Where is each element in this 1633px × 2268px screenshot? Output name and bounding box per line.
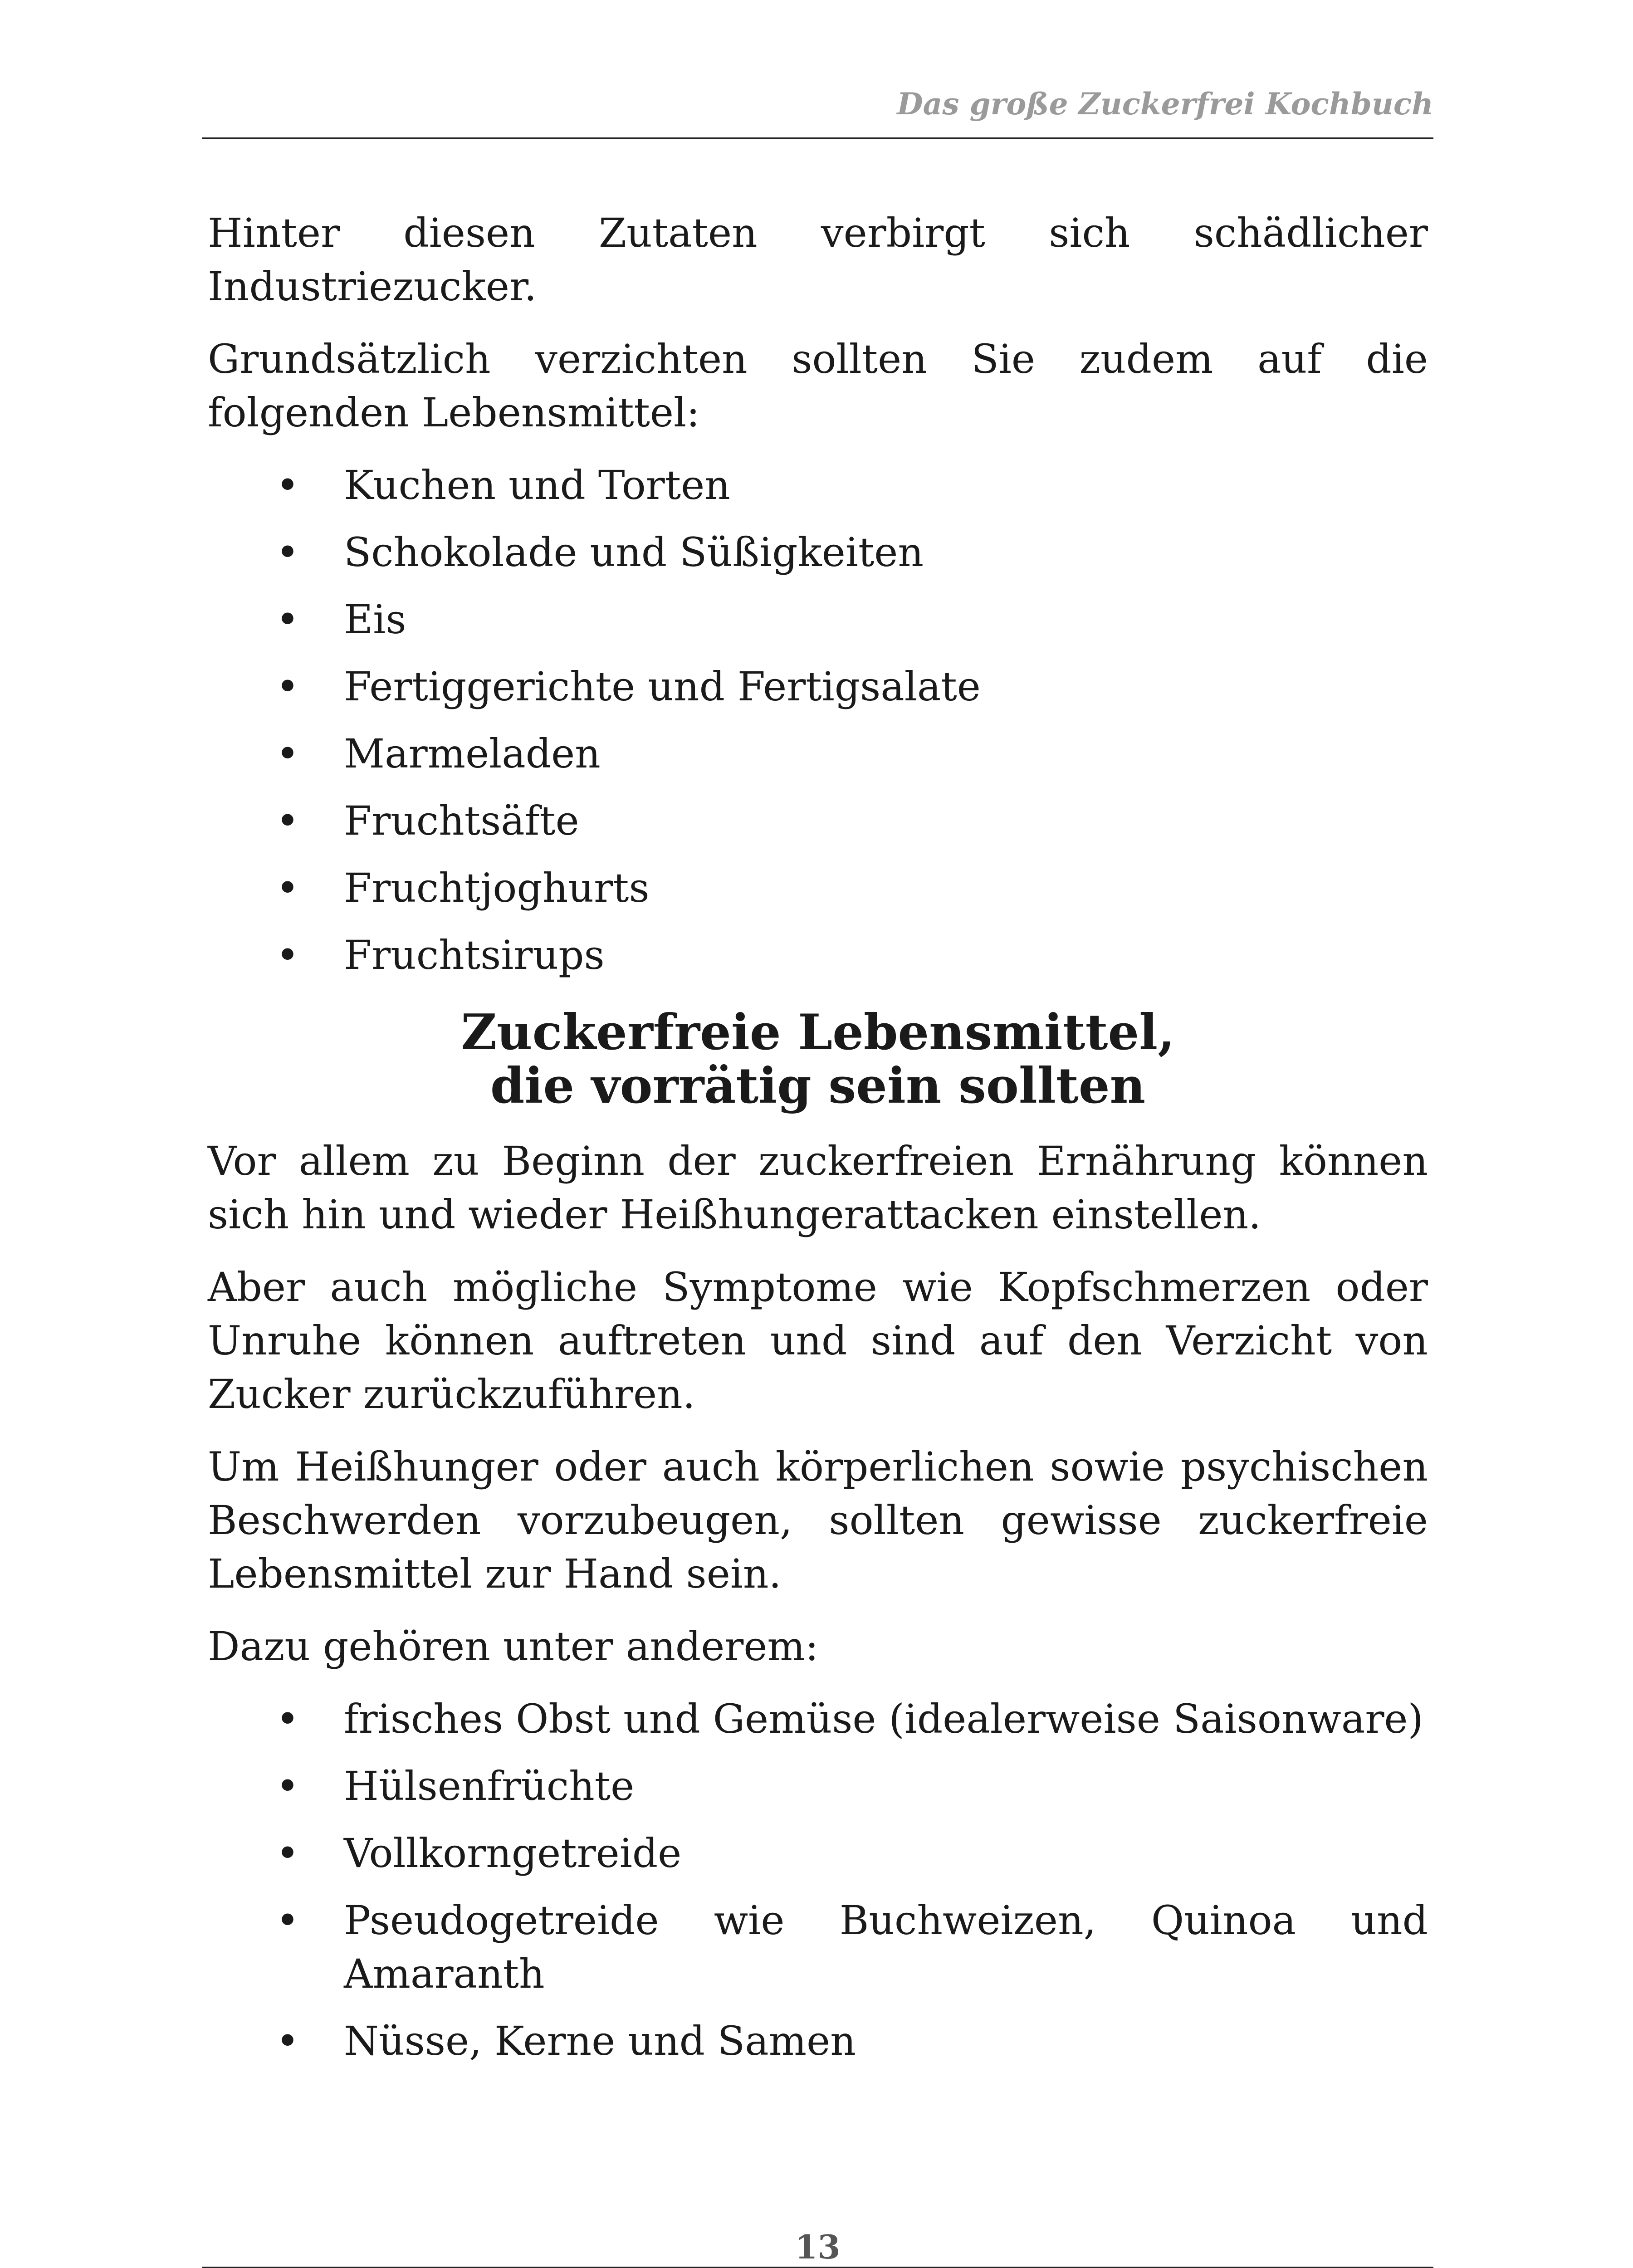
page-body — [208, 206, 1428, 2082]
list-item-text: Schokolade und Süßigkeiten — [344, 529, 924, 576]
list-item — [208, 459, 1428, 512]
bullet-icon: • — [276, 1830, 299, 1877]
bullet-icon: • — [276, 1763, 299, 1809]
bullet-icon: • — [276, 2018, 299, 2064]
list-item-text: Fruchtsäfte — [344, 797, 579, 844]
list-item-text: frisches Obst und Gemüse (idealerweise Saisonware) — [344, 1696, 1423, 1742]
avoid-foods-list — [208, 459, 1428, 982]
bullet-icon: • — [276, 663, 299, 710]
list-item — [208, 1692, 1428, 1746]
list-item-text: Hülsenfrüchte — [344, 1763, 635, 1809]
bullet-icon: • — [276, 797, 299, 844]
bullet-icon: • — [276, 865, 299, 911]
list-item — [208, 2014, 1428, 2068]
section-heading — [208, 1006, 1428, 1113]
section-heading-line2: die vorrätig sein sollten — [490, 1057, 1146, 1114]
paragraph-prevention: Um Heißhunger oder auch körperlichen sowie psychischen Beschwerden vorzubeugen, sollten gewisse zuckerfreie Lebensmittel zur Hand sein. — [208, 1443, 1428, 1597]
bullet-icon: • — [276, 730, 299, 777]
bullet-icon: • — [276, 462, 299, 508]
paragraph-industrial-sugar: Hinter diesen Zutaten verbirgt sich schädlicher Industriezucker. — [208, 210, 1428, 310]
list-item-text: Fruchtjoghurts — [344, 865, 650, 911]
bullet-icon: • — [276, 1897, 299, 1944]
bullet-icon: • — [276, 596, 299, 643]
list-item — [208, 593, 1428, 646]
list-item-text: Kuchen und Torten — [344, 462, 730, 508]
paragraph-symptoms: Aber auch mögliche Symptome wie Kopfschmerzen oder Unruhe können auftreten und sind auf den Verzicht von Zucker zurückzuführen. — [208, 1264, 1428, 1418]
list-item-text: Marmeladen — [344, 730, 601, 777]
list-item — [208, 660, 1428, 714]
paragraph-avoid-foods-intro: Grundsätzlich verzichten sollten Sie zudem auf die folgenden Lebensmittel: — [208, 336, 1428, 436]
section-heading-line1: Zuckerfreie Lebensmittel, — [461, 1004, 1175, 1061]
list-item — [208, 1894, 1428, 2001]
list-item-text: Pseudogetreide wie Buchweizen, Quinoa und Amaranth — [344, 1897, 1428, 1997]
list-item — [208, 727, 1428, 781]
list-item-text: Fertiggerichte und Fertigsalate — [344, 663, 981, 710]
list-item-text: Nüsse, Kerne und Samen — [344, 2018, 856, 2064]
list-item-text: Eis — [344, 596, 406, 643]
list-item-text: Vollkorngetreide — [344, 1830, 682, 1877]
paragraph-cravings: Vor allem zu Beginn der zuckerfreien Ernährung können sich hin und wieder Heißhungerattacken einstellen. — [208, 1138, 1428, 1238]
list-item-text: Fruchtsirups — [344, 932, 605, 978]
list-item — [208, 1760, 1428, 1813]
list-item — [208, 526, 1428, 579]
header-rule — [202, 137, 1433, 139]
paragraph-recommended-intro: Dazu gehören unter anderem: — [208, 1623, 819, 1670]
recommended-foods-list — [208, 1692, 1428, 2068]
list-item — [208, 861, 1428, 915]
bullet-icon: • — [276, 932, 299, 978]
list-item — [208, 794, 1428, 848]
bullet-icon: • — [276, 529, 299, 576]
page-number: 13 — [795, 2228, 841, 2266]
list-item — [208, 929, 1428, 982]
list-item — [208, 1827, 1428, 1880]
running-head-title: Das große Zuckerfrei Kochbuch — [897, 86, 1433, 122]
bullet-icon: • — [276, 1696, 299, 1742]
